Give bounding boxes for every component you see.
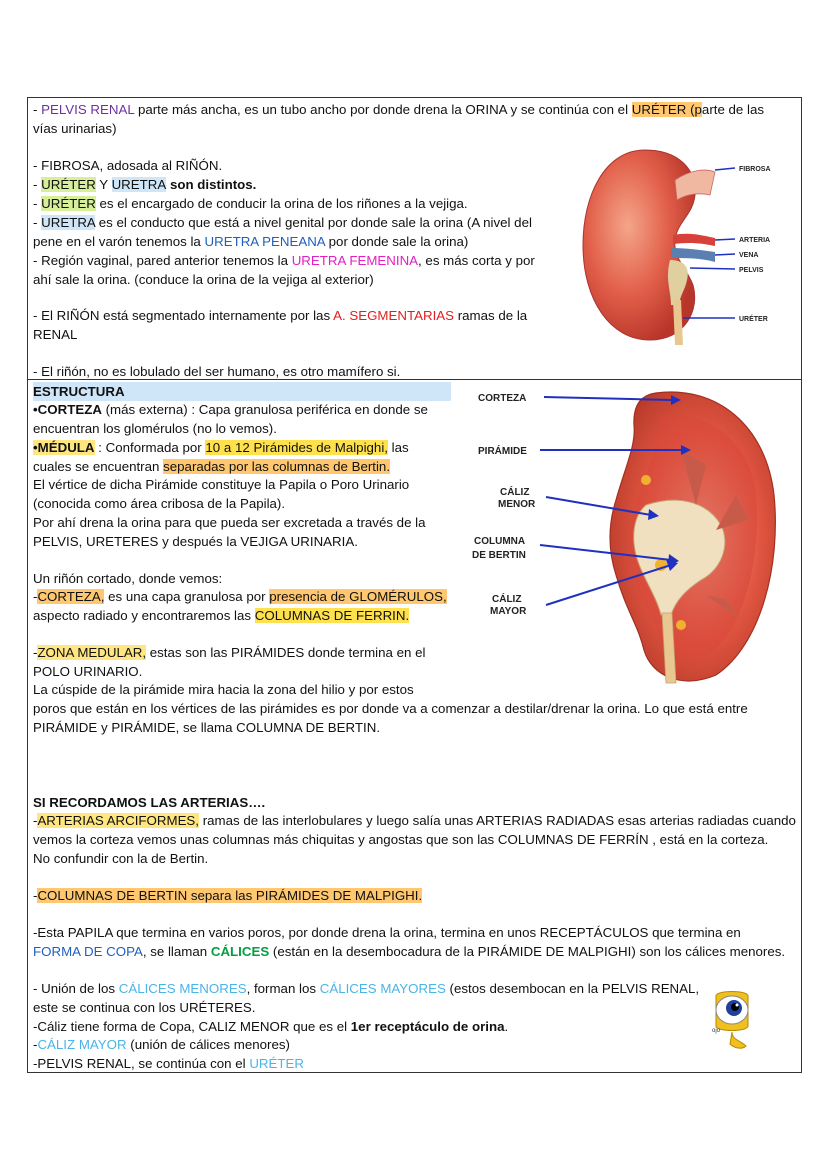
label-vena: VENA [739, 252, 759, 259]
text-line: ahí sale la orina. (conduce la orina de la vejiga al exterior) [33, 272, 374, 287]
text-line: No confundir con la de Bertin. [33, 851, 209, 866]
section-heading: ESTRUCTURA [33, 382, 451, 401]
text-line: -Esta PAPILA que termina en varios poros, por donde drena la orina, termina en unos RECEPTÁCULOS que termina en [33, 925, 741, 940]
text-line: SI RECORDAMOS LAS ARTERIAS…. [33, 795, 266, 810]
text-line: - El riñón, no es lobulado del ser humano, es otro mamífero si. [33, 364, 401, 379]
text-line: aspecto radiado y encontraremos las COLUMNAS DE FERRIN. [33, 608, 410, 623]
label-fibrosa: FIBROSA [739, 166, 771, 173]
text-line: - FIBROSA, adosada al RIÑÓN. [33, 158, 223, 173]
text-line: - URÉTER Y URETRA son distintos. [33, 177, 257, 192]
text-line: - El RIÑÓN está segmentado internamente por las A. SEGMENTARIAS ramas de la [33, 308, 528, 323]
text-line: PIRÁMIDE y PIRÁMIDE, se llama COLUMNA DE BERTIN. [33, 720, 381, 735]
text-line: -Cáliz tiene forma de Copa, CALIZ MENOR que es el 1er receptáculo de orina. [33, 1019, 509, 1034]
label-caliz-menor-1: CÁLIZ [500, 487, 530, 498]
text-line: -CÁLIZ MAYOR (unión de cálices menores) [33, 1037, 290, 1052]
text-line: - PELVIS RENAL parte más ancha, es un tubo ancho por donde drena la ORINA y se continúa con el URÉTER (parte de las [33, 102, 765, 117]
label-columna-bertin-2: DE BERTIN [472, 550, 526, 561]
text-line: -COLUMNAS DE BERTIN separa las PIRÁMIDES DE MALPIGHI. [33, 888, 423, 903]
text-line: pene en el varón tenemos la URETRA PENEANA por donde sale la orina) [33, 234, 469, 249]
text-line: RENAL [33, 327, 78, 342]
label-caliz-mayor-2: MAYOR [490, 606, 527, 617]
text-line: El vértice de dicha Pirámide constituye la Papila o Poro Urinario [33, 477, 410, 492]
text-line: - URETRA es el conducto que está a nivel genital por donde sale la orina (A nivel del [33, 215, 532, 230]
kidney-external-figure [575, 140, 790, 350]
label-columna-bertin-1: COLUMNA [474, 536, 526, 547]
text-line: POLO URINARIO. [33, 664, 143, 679]
text-line: PELVIS, URETERES y después la VEJIGA URINARIA. [33, 534, 358, 549]
artery-shape [673, 234, 715, 246]
text-line: •MÉDULA : Conformada por 10 a 12 Pirámides de Malpighi, las [33, 440, 409, 455]
text-line: poros que están en los vértices de las pirámides es por donde va a comenzar a destilar/drenar la orina. Lo que está entre [33, 701, 748, 716]
text-line: -ZONA MEDULAR, estas son las PIRÁMIDES donde termina en el [33, 645, 426, 660]
text-line: Por ahí drena la orina para que pueda ser excretada a través de la [33, 515, 426, 530]
text-line: este se continua con los URÉTERES. [33, 1000, 256, 1015]
text-line: FORMA DE COPA, se llaman CÁLICES (están en la desembocadura de la PIRÁMIDE DE MALPIGHI) son los cálices menores. [33, 944, 786, 959]
label-pelvis: PELVIS [739, 267, 764, 274]
text-line: La cúspide de la pirámide mira hacia la zona del hilio y por estos [33, 682, 414, 697]
label-caliz-mayor-1: CÁLIZ [492, 594, 522, 605]
text-line: vías urinarias) [33, 121, 117, 136]
text-line: encuentran los glomérulos (no lo vemos). [33, 421, 277, 436]
text-line: vemos la corteza vemos unas columnas más chiquitas y angostas que son las COLUMNAS DE FERRÍN , está en la corteza. [33, 832, 769, 847]
text-line: -PELVIS RENAL, se continúa con el URÉTER [33, 1056, 304, 1071]
label-arteria: ARTERIA [739, 237, 771, 244]
label-caliz-menor-2: MENOR [498, 499, 536, 510]
eye-icon-label: ojo [712, 1028, 721, 1034]
text-line: •CORTEZA (más externa) : Capa granulosa periférica en donde se [33, 402, 428, 417]
text-line: - Región vaginal, pared anterior tenemos la URETRA FEMENINA, es más corta y por [33, 253, 535, 268]
text-line: Un riñón cortado, donde vemos: [33, 571, 223, 586]
text-line: -ARTERIAS ARCIFORMES, ramas de las interlobulares y luego salía unas ARTERIAS RADIADAS esas arterias radiadas cuando [33, 813, 796, 828]
text-line: -CORTEZA, es una capa granulosa por presencia de GLOMÉRULOS, [33, 589, 447, 604]
label-ureter: URÉTER [739, 316, 768, 323]
text-line: - URÉTER es el encargado de conducir la orina de los riñones a la vejiga. [33, 196, 468, 211]
kidney-section-figure [466, 385, 796, 685]
eye-icon [706, 988, 758, 1052]
label-piramide: PIRÁMIDE [478, 446, 527, 457]
label-corteza: CORTEZA [478, 393, 527, 404]
text-line: (conocida como área cribosa de la Papila). [33, 496, 286, 511]
text-line: - Unión de los CÁLICES MENORES, forman los CÁLICES MAYORES (estos desembocan en la PELVIS RENAL, [33, 981, 700, 996]
text-line: cuales se encuentran separadas por las columnas de Bertin. [33, 459, 391, 474]
